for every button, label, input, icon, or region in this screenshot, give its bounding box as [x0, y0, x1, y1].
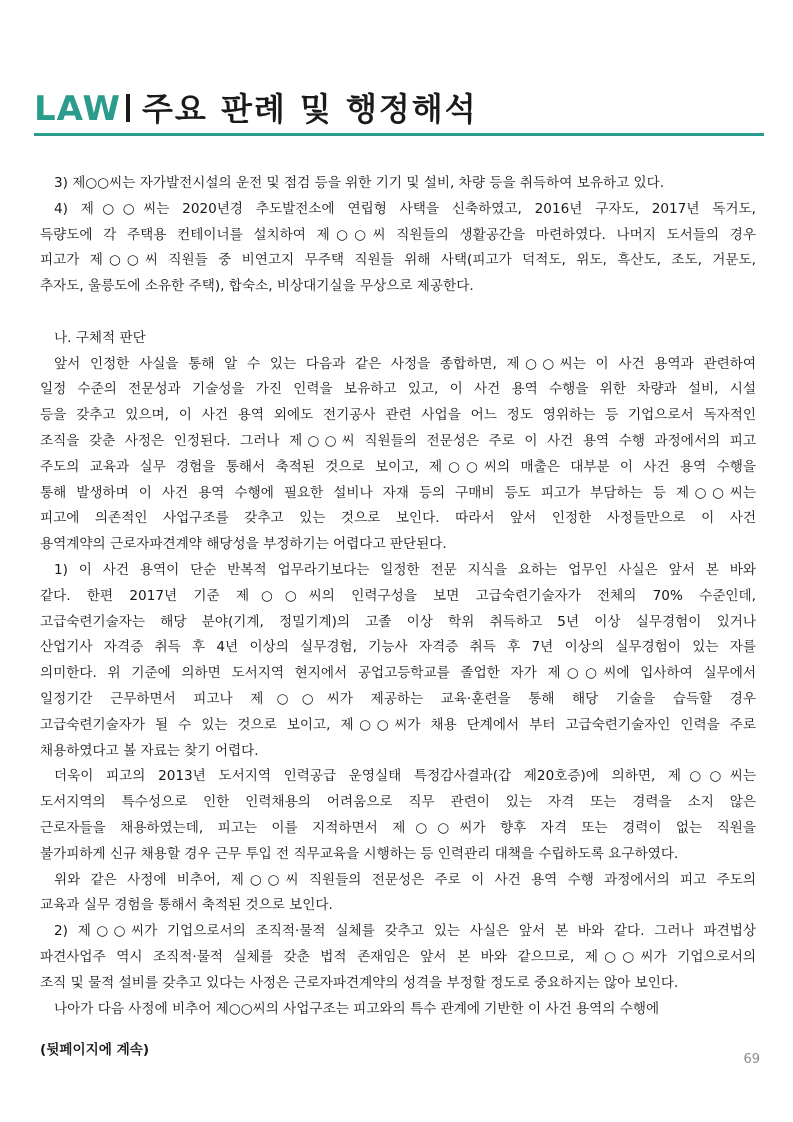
text-line: 등을 갖추고 있으며, 이 사건 용역 외에도 전기공사 관련 사업을 어느 정도 영위하는 등 기업으로서 독자적인 [40, 407, 756, 424]
header-divider-bar [126, 94, 130, 122]
text-line: 4) 제○○씨는 2020년경 추도발전소에 연립형 사택을 신축하였고, 2016년 구자도, 2017년 독거도, [54, 200, 756, 217]
text-line: 더욱이 피고의 2013년 도서지역 인력공급 운영실태 특정감사결과(갑 제20호증)에 의하면, 제○○씨는 [54, 768, 756, 785]
text-line: 조직 및 물적 설비를 갖추고 있다는 사정은 근로자파견계약의 성격을 부정할 정도로 중요하지는 않아 보인다. [40, 974, 679, 991]
text-line: 고급숙련기술자가 될 수 있는 것으로 보이고, 제○○씨가 채용 단계에서 부터 고급숙련기술자인 인력을 주로 [40, 716, 756, 733]
text-line: 의미한다. 위 기준에 의하면 도서지역 현지에서 공업고등학교를 졸업한 자가 제○○씨에 입사하여 실무에서 [40, 665, 756, 682]
text-line: 조직을 갖춘 사정은 인정된다. 그러나 제○○씨 직원들의 전문성은 주로 이 사건 용역 수행 과정에서의 피고 [40, 432, 756, 449]
text-line: 채용하였다고 볼 자료는 찾기 어렵다. [40, 742, 259, 759]
continued-note: (뒷페이지에 계속) [40, 1042, 150, 1058]
header-rule [34, 133, 764, 136]
text-line: 피고가 제○○씨 직원들 중 비연고지 무주택 직원들 위해 사택(피고가 덕적도, 위도, 흑산도, 조도, 거문도, [40, 252, 756, 269]
page-number: 69 [743, 1052, 760, 1067]
text-line: 근로자들을 채용하였는데, 피고는 이를 지적하면서 제○○씨가 향후 자격 또는 경력이 없는 직원을 [40, 819, 756, 836]
page-title: 주요 판례 및 행정해석 [142, 90, 478, 128]
paragraph [40, 764, 756, 867]
text-line: 용역계약의 근로자파견계약 해당성을 부정하기는 어렵다고 판단된다. [40, 536, 447, 553]
text-line: 같다. 한편 2017년 기준 제○○씨의 인력구성을 보면 고급숙련기술자가 전체의 70% 수준인데, [40, 587, 756, 604]
paragraph [40, 352, 756, 558]
text-line: 2) 제○○씨가 기업으로서의 조직적·물적 실체를 갖추고 있는 사실은 앞서 본 바와 같다. 그러나 파견법상 [54, 923, 756, 940]
text-line: 피고에 의존적인 사업구조를 갖추고 있는 것으로 보인다. 따라서 앞서 인정한 사정들만으로 이 사건 [40, 510, 756, 527]
text-line: 일정 수준의 전문성과 기술성을 가진 인력을 보유하고 있고, 이 사건 용역 수행을 위한 차량과 설비, 시설 [40, 381, 756, 398]
text-line: 앞서 인정한 사실을 통해 알 수 있는 다음과 같은 사정을 종합하면, 제○○씨는 이 사건 용역과 관련하여 [54, 355, 756, 372]
paragraph [40, 868, 756, 920]
text-line: 위와 같은 사정에 비추어, 제○○씨 직원들의 전문성은 주로 이 사건 용역 수행 과정에서의 피고 주도의 [54, 871, 756, 888]
text-line: 도서지역의 특수성으로 인한 인력채용의 어려움으로 직무 관련이 있는 자격 또는 경력을 소지 않은 [40, 794, 756, 811]
text-line: 파견사업주 역시 조직적·물적 실체를 갖춘 법적 존재임은 앞서 본 바와 같으므로, 제○○씨가 기업으로서의 [40, 948, 756, 965]
paragraph [40, 197, 756, 300]
text-line: 1) 이 사건 용역이 단순 반복적 업무라기보다는 일정한 전문 지식을 요하는 업무인 사실은 앞서 본 바와 [54, 561, 756, 578]
text-line: 득량도에 각 주택용 컨테이너를 설치하여 제○○씨 직원들의 생활공간을 마련하였다. 나머지 도서들의 경우 [40, 226, 756, 243]
paragraph [40, 997, 756, 1023]
text-line: 일정기간 근무하면서 피고나 제○○씨가 제공하는 교육·훈련을 통해 해당 기술을 습득할 경우 [40, 690, 756, 707]
section-label: LAW [34, 89, 121, 129]
text-line: 통해 발생하며 이 사건 용역 수행에 필요한 설비나 자재 등의 구매비 등도 피고가 부담하는 등 제○○씨는 [40, 484, 756, 501]
text-line: 나아가 다음 사정에 비추어 제○○씨의 사업구조는 피고와의 특수 관계에 기반한 이 사건 용역의 수행에 [54, 1000, 660, 1017]
text-line: 산업기사 자격증 취득 후 4년 이상의 실무경험, 기능사 자격증 취득 후 7년 이상의 실무경험이 있는 자를 [40, 639, 756, 656]
text-line: 고급숙련기술자는 해당 분야(기계, 정밀기계)의 고졸 이상 학위 취득하고 5년 이상 실무경험이 있거나 [40, 613, 756, 630]
page-header [34, 86, 764, 132]
text-line: 3) 제○○씨는 자가발전시설의 운전 및 점검 등을 위한 기기 및 설비, 차량 등을 취득하여 보유하고 있다. [54, 175, 665, 191]
paragraph [40, 171, 756, 197]
paragraph [40, 919, 756, 996]
text-line: 교육과 실무 경험을 통해서 축적된 것으로 보인다. [40, 897, 333, 914]
paragraph [40, 558, 756, 764]
paragraph [40, 326, 756, 352]
article-body [40, 171, 756, 1022]
text-line: 주도의 교육과 실무 경험을 통해서 축적된 것으로 보이고, 제○○씨의 매출은 대부분 이 사건 용역 수행을 [40, 458, 756, 475]
paragraph-gap [40, 300, 756, 326]
text-line: 나. 구체적 판단 [54, 329, 146, 346]
text-line: 불가피하게 신규 채용할 경우 근무 투입 전 직무교육을 시행하는 등 인력관리 대책을 수립하도록 요구하였다. [40, 845, 679, 862]
text-line: 추자도, 울릉도에 소유한 주택), 합숙소, 비상대기실을 무상으로 제공한다. [40, 278, 474, 295]
